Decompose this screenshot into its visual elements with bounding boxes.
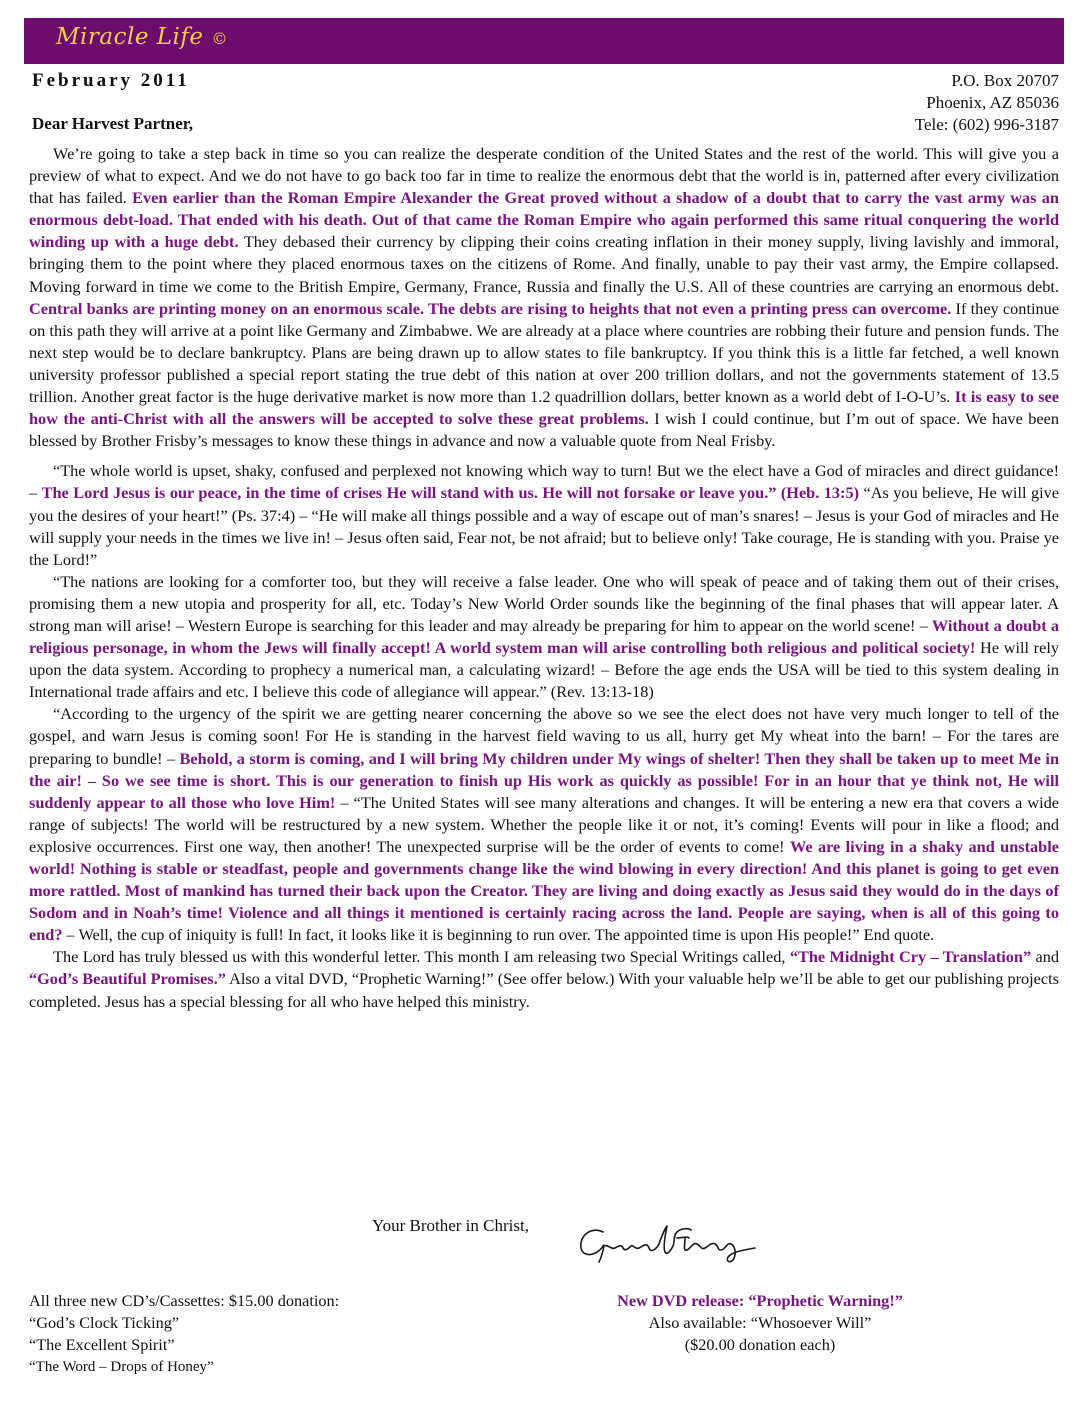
highlighted-text: Without a doubt a religious personage, in whom the Jews will finally accept! A world system man will arise controlling both religious and political society! [29, 615, 1059, 658]
body-text: – Well, the cup of iniquity is full! In fact, it looks like it is beginning to run over. The appointed time is upon His people!” End quote. [62, 925, 935, 945]
body-text: He will rely upon the data system. According to prophecy a numerical man, a calculating wizard! – Before the age ends the USA will be tied to this system dealing in International trade affairs and etc. I believe this code of allegiance will appear.” (Rev. 13:13-18) [29, 638, 1059, 702]
copyright-symbol: © [211, 29, 229, 48]
dvd-also-available: Also available: “Whosoever Will” [648, 1313, 872, 1332]
address-phone: Tele: (602) 996-3187 [914, 115, 1059, 134]
highlighted-text: We are living in a shaky and unstable world! Nothing is stable or steadfast, people and governments change like the wind blowing in every direction! And this planet is going to get even more rattled. Most of mankind has turned their back upon the Creator. They are living and doing exactly as Jesus said they would do in the days of Sodom and in Noah’s time! Violence and all things it mentioned is certainly racing across the land. People are saying, when is all of this going to end? [29, 836, 1059, 945]
cd-title: “The Word – Drops of Honey” [29, 1359, 214, 1375]
letter-paragraph [29, 946, 1059, 1012]
letter-paragraph [29, 460, 1059, 570]
salutation: Dear Harvest Partner, [32, 114, 193, 133]
body-text: “The whole world is upset, shaky, confused and perplexed not knowing which way to turn! But we the elect have a God of miracles and direct guidance! – [29, 461, 1059, 503]
dvd-offer-title: New DVD release: “Prophetic Warning!” [617, 1291, 903, 1310]
cd-offer [29, 1290, 339, 1378]
highlighted-text: The Lord Jesus is our peace, in the time of crises He will stand with us. He will not forsake or leave you.” (Heb. 13:5) [41, 483, 860, 503]
address-line: Phoenix, AZ 85036 [926, 93, 1059, 112]
letter-paragraph [29, 571, 1059, 704]
body-text: “The nations are looking for a comforter too, but they will receive a false leader. One who will speak of peace and of taking them out of their crises, promising them a new utopia and prosperity for all, etc. Today’s New World Order sounds like the beginning of the final phases that will appear later. A strong man will arise! – Western Europe is searching for this leader and may already be preparing for him to appear on the world scene! – [29, 571, 1059, 635]
body-text: The Lord has truly blessed us with this wonderful letter. This month I am releasing two Special Writings called, [53, 947, 790, 967]
cd-title: “The Excellent Spirit” [29, 1335, 175, 1354]
body-text: “As you believe, He will give you the desires of your heart!” (Ps. 37:4) – “He will make all things possible and a way of escape out of man’s snares! – Jesus is your God of miracles and He will supply your needs in the times we live in! – Jesus often said, Fear not, be not afraid; but to believe only! Take courage, He is standing with you. Praise ye the Lord!” [29, 483, 1059, 569]
closing-line: Your Brother in Christ, [372, 1216, 529, 1235]
newsletter-logo [56, 24, 228, 50]
body-text: Also a vital DVD, “Prophetic Warning!” (See offer below.) With your valuable help we’ll be able to get our publishing projects completed. Jesus has a special blessing for all who have helped this ministry. [29, 969, 1059, 1011]
highlighted-text: “The Midnight Cry – Translation” [789, 947, 1032, 967]
cd-title: “God’s Clock Ticking” [29, 1313, 180, 1332]
highlighted-text: Central banks are printing money on an enormous scale. The debts are rising to heights that not even a printing press can overcome. [29, 298, 952, 318]
dvd-offer [560, 1290, 960, 1356]
body-text: They debased their currency by clipping their coins creating inflation in their money supply, living lavishly and immoral, bringing them to the point where they placed enormous taxes on the citizens of Rome. And finally, unable to pay their vast army, the Empire collapsed. Moving forward in time we come to the British Empire, Germany, France, Russia and finally the U.S. All of these countries are carrying an enormous debt. [29, 232, 1059, 296]
handwritten-signature [573, 1220, 773, 1268]
cd-offer-heading: All three new CD’s/Cassettes: $15.00 donation: [29, 1291, 340, 1310]
body-text: – “The United States will see many alterations and changes. It will be entering a new era that covers a wide range of subjects! The world will be restructured by a new system. Whether the people like it or not, it’s coming! Events will pour in like a flood; and explosive occurrences. First one way, then another! The unexpected surprise will be the order of events to come! [29, 792, 1059, 856]
highlighted-text: It is easy to see how the anti-Christ with all the answers will be accepted to solve these great problems. [29, 387, 1060, 429]
brand-name: Miracle Life [56, 24, 204, 50]
address-line: P.O. Box 20707 [951, 71, 1059, 90]
highlighted-text: Behold, a storm is coming, and I will bring My children under My wings of shelter! Then they shall be taken up to meet Me in the air! – So we see time is short. This is our generation to finish up His work as quickly as possible! For in an hour that ye think not, He will suddenly appear to all those who love Him! [29, 748, 1059, 812]
body-text: We’re going to take a step back in time so you can realize the desperate condition of the United States and the rest of the world. This will give you a preview of what to expect. And we do not have to go back too far in time to realize the enormous debt that the world is in, patterned after every civilization that has failed. [29, 144, 1059, 208]
mailing-address [915, 70, 1059, 136]
letter-date: February 2011 [32, 70, 190, 91]
letter-body [29, 143, 1059, 1013]
highlighted-text: “God’s Beautiful Promises.” [29, 969, 226, 989]
letter-paragraph [29, 703, 1059, 946]
highlighted-text: Even earlier than the Roman Empire Alexander the Great proved without a shadow of a doubt that to carry the vast army was an enormous debt-load. That ended with his death. Out of that came the Roman Empire who again performed this same ritual conquering the world winding up with a huge debt. [29, 188, 1059, 252]
dvd-donation: ($20.00 donation each) [684, 1335, 836, 1354]
body-text: I wish I could continue, but I’m out of space. We have been blessed by Brother Frisby’s messages to know these things in advance and now a valuable quote from Neal Frisby. [29, 409, 1059, 451]
body-text: and [1031, 947, 1060, 967]
body-text: “According to the urgency of the spirit we are getting nearer concerning the above so we see the elect does not have very much longer to tell of the gospel, and warn Jesus is coming soon! For He is standing in the harvest field waving to us all, hurry get My wheat into the barn! – For the tares are preparing to bundle! – [29, 704, 1059, 768]
body-text: If they continue on this path they will arrive at a point like Germany and Zimbabwe. We are already at a place where countries are robbing their future and pension funds. The next step would be to declare bankruptcy. Plans are being drawn up to allow states to file bankruptcy. If you think this is a little far fetched, a well known university professor published a special report stating the true debt of this nation at over 200 trillion dollars, and not the governments statement of 13.5 trillion. Another great factor is the huge derivative market is now more than 1.2 quadrillion dollars, better known as a world debt of I-O-U’s. [29, 298, 1059, 407]
masthead-banner [24, 18, 1064, 64]
letter-paragraph [29, 143, 1059, 452]
